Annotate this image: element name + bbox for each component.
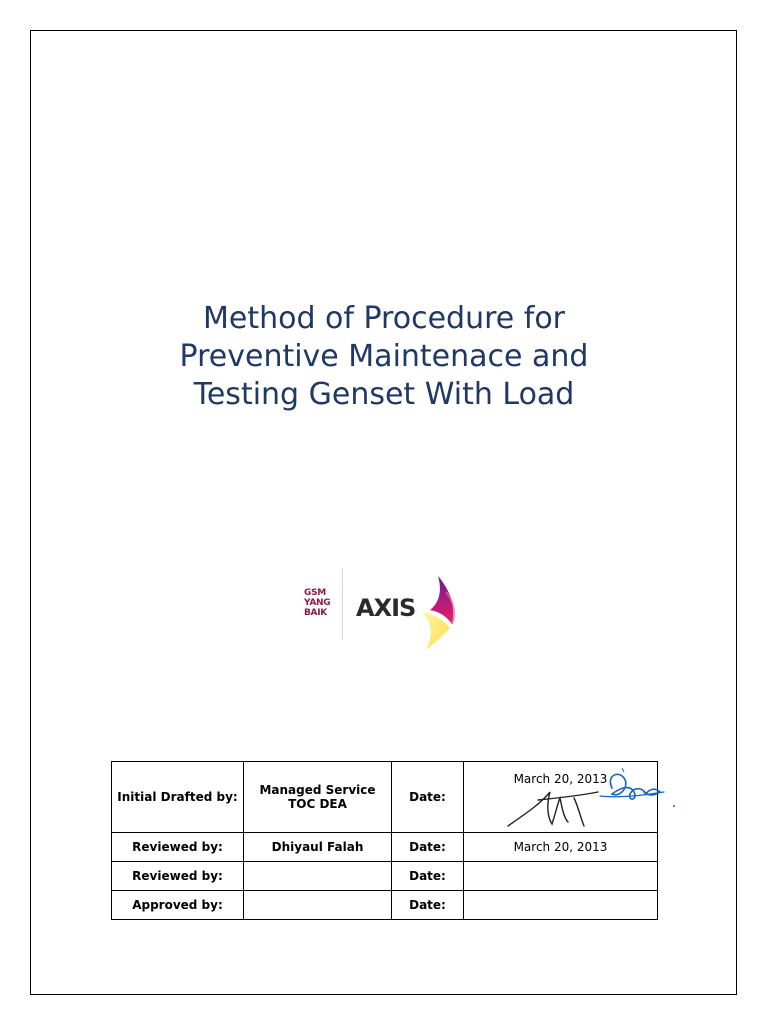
date-value-cell: March 20, 2013 [464, 833, 658, 862]
date-label-cell: Date: [392, 862, 464, 891]
date-value: March 20, 2013 [513, 772, 608, 786]
table-row [112, 762, 658, 833]
logo-swoosh-icon [416, 572, 468, 652]
table-row [112, 891, 658, 920]
date-signature-cell [464, 762, 658, 833]
logo-tagline-line-2: YANG [304, 598, 331, 608]
date-label-cell: Date: [392, 833, 464, 862]
name-cell [244, 862, 392, 891]
name-cell [244, 891, 392, 920]
date-label-cell: Date: [392, 762, 464, 833]
logo-divider [342, 568, 343, 640]
date-value-cell [464, 891, 658, 920]
name-cell: Dhiyaul Falah [244, 833, 392, 862]
logo-brand-name: AXIS [356, 594, 416, 622]
table-row [112, 862, 658, 891]
logo-tagline-line-1: GSM [304, 588, 326, 598]
logo-tagline-line-3: BAIK [304, 608, 327, 618]
role-cell: Initial Drafted by: [112, 762, 244, 833]
role-cell: Reviewed by: [112, 833, 244, 862]
approval-table [111, 761, 658, 920]
document-title [80, 300, 688, 414]
logo-tagline [304, 588, 338, 618]
role-cell: Approved by: [112, 891, 244, 920]
date-value-cell [464, 862, 658, 891]
handwritten-signature [488, 762, 688, 832]
title-line-2: Preventive Maintenace and [179, 339, 589, 374]
title-line-1: Method of Procedure for [202, 301, 566, 336]
role-cell: Reviewed by: [112, 862, 244, 891]
axis-logo [304, 566, 464, 650]
date-label-cell: Date: [392, 891, 464, 920]
title-line-3: Testing Genset With Load [193, 377, 575, 412]
name-cell: Managed Service TOC DEA [244, 762, 392, 833]
table-row [112, 833, 658, 862]
